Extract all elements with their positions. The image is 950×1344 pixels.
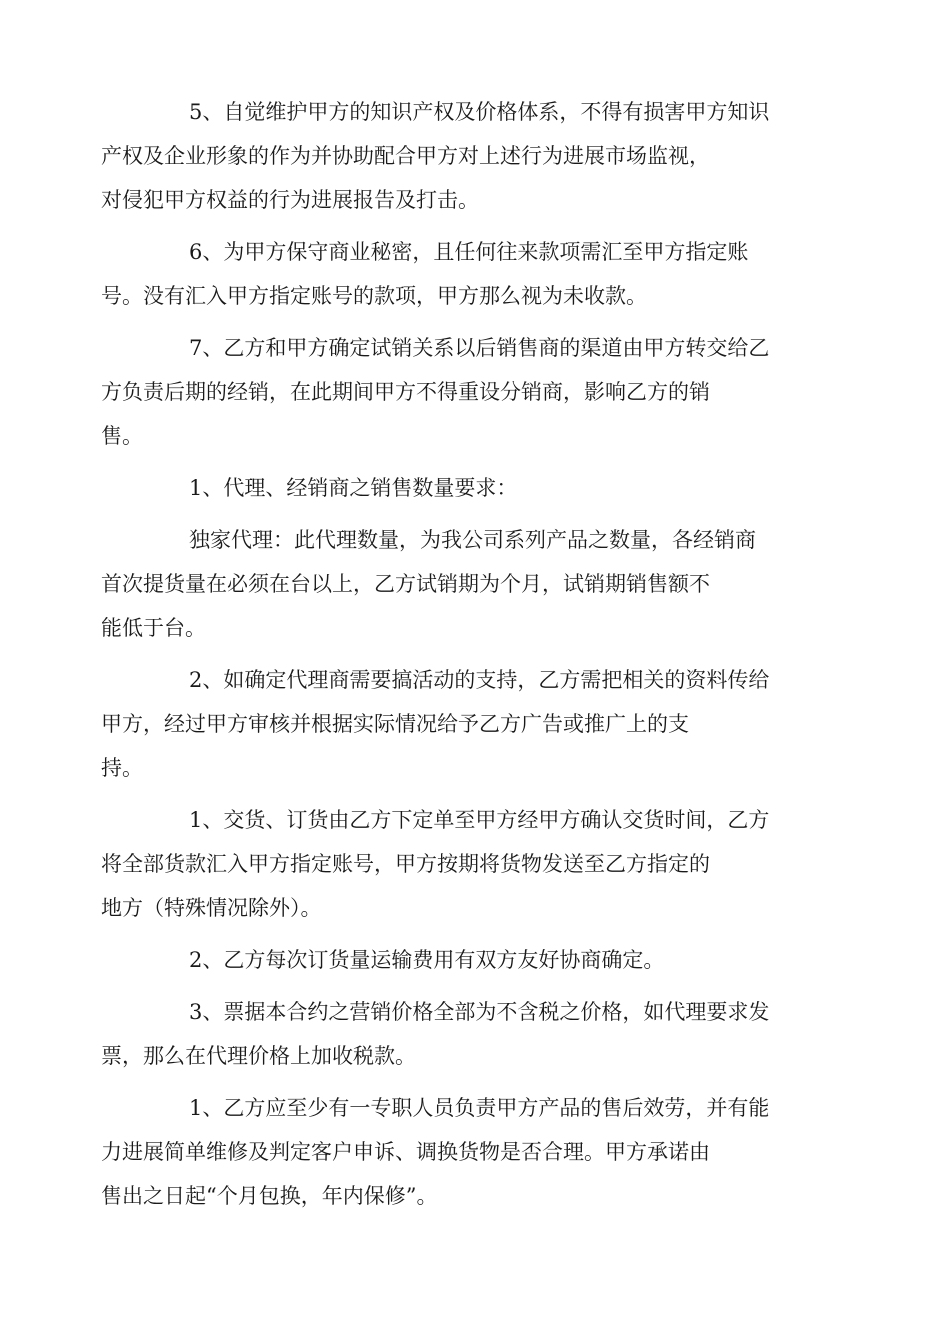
text-line: 1、交货、订货由乙方下定单至甲方经甲方确认交货时间，乙方 xyxy=(189,808,770,832)
text-line: 对侵犯甲方权益的行为进展报告及打击。 xyxy=(101,188,479,212)
paragraph-obligation-6 xyxy=(101,230,805,318)
text-line: 甲方，经过甲方审核并根据实际情况给予乙方广告或推广上的支 xyxy=(101,712,689,736)
text-line: 售。 xyxy=(101,424,143,448)
paragraph-invoice-tax xyxy=(101,990,805,1078)
paragraph-after-sales xyxy=(101,1086,805,1218)
paragraph-delivery-ordering xyxy=(101,798,805,930)
text-line: 3、票据本合约之营销价格全部为不含税之价格，如代理要求发 xyxy=(189,1000,770,1024)
text-line: 2、如确定代理商需要搞活动的支持，乙方需把相关的资料传给 xyxy=(189,668,770,692)
text-line: 号。没有汇入甲方指定账号的款项，甲方那么视为未收款。 xyxy=(101,284,647,308)
paragraph-promotion-support xyxy=(101,658,805,790)
text-line: 力进展简单维修及判定客户申诉、调换货物是否合理。甲方承诺由 xyxy=(101,1140,710,1164)
text-line: 2、乙方每次订货量运输费用有双方友好协商确定。 xyxy=(189,948,665,972)
text-line: 地方（特殊情况除外）。 xyxy=(101,896,322,920)
document-body xyxy=(101,90,805,1226)
text-line: 独家代理：此代理数量，为我公司系列产品之数量，各经销商 xyxy=(189,528,756,552)
text-line: 1、代理、经销商之销售数量要求： xyxy=(189,476,518,500)
text-line: 产权及企业形象的作为并协助配合甲方对上述行为进展市场监视， xyxy=(101,144,710,168)
text-line: 票，那么在代理价格上加收税款。 xyxy=(101,1044,416,1068)
text-line: 首次提货量在必须在台以上，乙方试销期为个月，试销期销售额不 xyxy=(101,572,710,596)
paragraph-shipping-cost xyxy=(145,938,805,982)
text-line: 1、乙方应至少有一专职人员负责甲方产品的售后效劳，并有能 xyxy=(189,1096,770,1120)
text-line: 售出之日起“个月包换，年内保修”。 xyxy=(101,1184,438,1208)
text-line: 6、为甲方保守商业秘密，且任何往来款项需汇至甲方指定账 xyxy=(189,240,749,264)
paragraph-obligation-5 xyxy=(101,90,805,222)
text-line: 能低于台。 xyxy=(101,616,206,640)
text-line: 方负责后期的经销，在此期间甲方不得重设分销商，影响乙方的销 xyxy=(101,380,710,404)
text-line: 5、自觉维护甲方的知识产权及价格体系，不得有损害甲方知识 xyxy=(189,100,770,124)
paragraph-obligation-7 xyxy=(101,326,805,458)
paragraph-exclusive-agent xyxy=(101,518,805,650)
text-line: 将全部货款汇入甲方指定账号，甲方按期将货物发送至乙方指定的 xyxy=(101,852,710,876)
text-line: 持。 xyxy=(101,756,143,780)
text-line: 7、乙方和甲方确定试销关系以后销售商的渠道由甲方转交给乙 xyxy=(189,336,770,360)
paragraph-sales-quantity xyxy=(145,466,805,510)
